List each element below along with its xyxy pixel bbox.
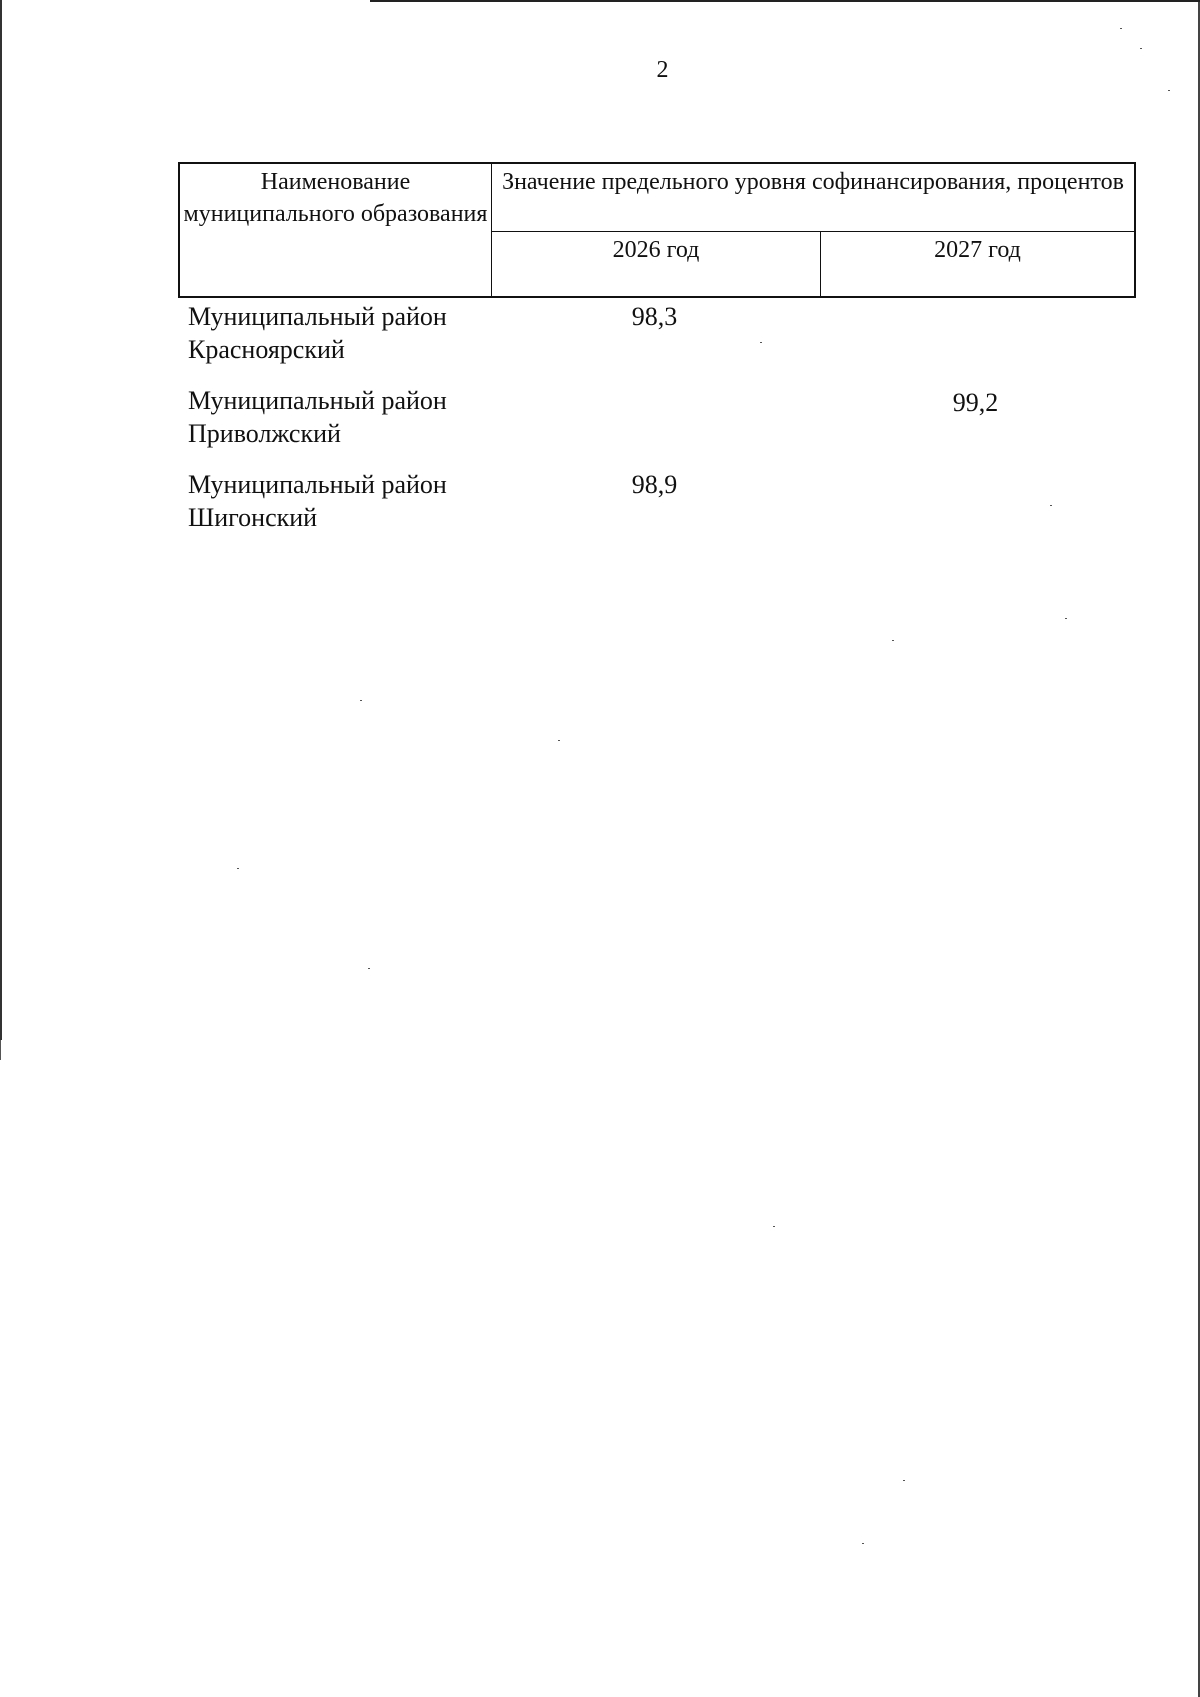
scan-speck <box>368 968 370 969</box>
table-row <box>178 300 1136 370</box>
row-name: Муниципальный район Красноярский <box>188 302 447 364</box>
scan-speck <box>1140 48 1142 49</box>
row-value-2026: 98,9 <box>631 470 678 499</box>
row-value-2027: 99,2 <box>952 388 999 417</box>
scan-speck <box>1120 28 1122 29</box>
scan-speck <box>360 700 362 701</box>
table-row <box>178 384 1136 454</box>
scan-speck <box>862 1543 864 1544</box>
header-cell-value: Значение предельного уровня софинансирования, процентов <box>492 164 1134 232</box>
scan-speck <box>558 740 560 741</box>
header-cell-2026: 2026 год <box>492 232 821 296</box>
scan-speck <box>1168 90 1170 91</box>
scan-speck <box>237 868 239 869</box>
scan-speck <box>1065 618 1067 619</box>
page-number: 2 <box>656 57 669 83</box>
row-name: Муниципальный район Приволжский <box>188 386 447 448</box>
row-name: Муниципальный район Шигонский <box>188 470 447 532</box>
header-cell-name: Наименование муниципального образования <box>180 164 492 296</box>
scan-edge-left <box>0 1040 1 1060</box>
scan-speck <box>892 640 894 641</box>
table-row <box>178 468 1136 538</box>
header-cell-2027: 2027 год <box>934 237 1021 263</box>
scan-edge-top <box>370 0 1200 2</box>
table-header <box>178 162 1136 298</box>
scan-speck <box>773 1226 775 1227</box>
scan-edge-left <box>0 0 2 1040</box>
scan-speck <box>903 1480 905 1481</box>
row-value-2026: 98,3 <box>631 302 678 331</box>
